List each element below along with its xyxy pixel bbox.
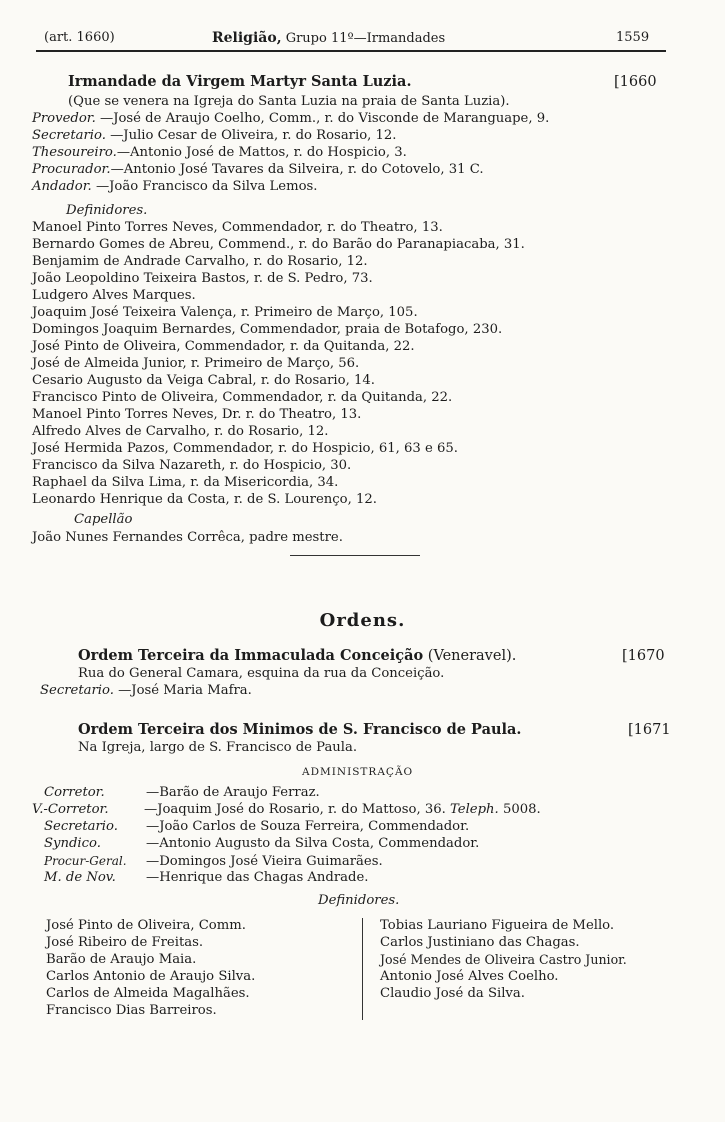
officer-line — [44, 853, 383, 870]
ordem-number: [1671 — [628, 722, 671, 738]
list-item: Domingos Joaquim Bernardes, Commendador, praia de Botafogo, 230. — [32, 322, 503, 337]
officer-role: Thesoureiro. — [32, 145, 117, 160]
officer-line — [32, 179, 317, 195]
officer-text: —Domingos José Vieira Guimarães. — [146, 854, 383, 869]
running-title — [212, 30, 445, 46]
list-item: João Leopoldino Teixeira Bastos, r. de S. Pedro, 73. — [32, 271, 373, 286]
officer-line — [32, 111, 549, 127]
page-number: 1559 — [616, 30, 650, 45]
list-item: José Pinto de Oliveira, Commendador, r. da Quitanda, 22. — [32, 339, 415, 354]
officer-text: —Antonio José Tavares da Silveira, r. do Cotovelo, 31 C. — [110, 162, 484, 177]
list-item: Carlos de Almeida Magalhães. — [46, 986, 250, 1001]
officer-line — [44, 819, 469, 835]
list-item: Francisco Dias Barreiros. — [46, 1003, 217, 1018]
capellao-label: Capellão — [74, 512, 133, 527]
officer-text: —Antonio Augusto da Silva Costa, Commendador. — [146, 836, 480, 851]
list-item: Barão de Araujo Maia. — [46, 952, 197, 967]
officer-text: —Antonio José de Mattos, r. do Hospicio, 3. — [116, 145, 407, 160]
officer-role: V.-Corretor. — [32, 802, 109, 817]
telephone-label: Teleph. — [450, 802, 499, 817]
list-item: Tobias Lauriano Figueira de Mello. — [380, 918, 615, 933]
officer-text: —José de Araujo Coelho, Comm., r. do Visconde de Maranguape, 9. — [95, 111, 550, 126]
list-item: Manoel Pinto Torres Neves, Dr. r. do Theatro, 13. — [32, 407, 362, 422]
ordem-address: Rua do General Camara, esquina da rua da Conceição. — [78, 666, 445, 681]
officer-role: Andador. — [32, 179, 92, 194]
list-item: Joaquim José Teixeira Valença, r. Primeiro de Março, 105. — [32, 305, 418, 320]
article-reference: (art. 1660) — [44, 30, 115, 45]
telephone-number: 5008. — [498, 802, 541, 817]
officer-text: —Barão de Araujo Ferraz. — [146, 785, 320, 800]
list-item: Manoel Pinto Torres Neves, Commendador, r. do Theatro, 13. — [32, 220, 443, 235]
officer-line — [32, 128, 397, 144]
ordem-number: [1670 — [622, 648, 665, 664]
officer-line — [32, 145, 407, 161]
list-item: Bernardo Gomes de Abreu, Commend., r. do Barão do Paranapiacaba, 31. — [32, 237, 525, 252]
list-item: José Pinto de Oliveira, Comm. — [46, 918, 246, 933]
header-rule — [36, 50, 666, 52]
officer-text: —José Maria Mafra. — [113, 683, 252, 698]
irmandade-title: Irmandade da Virgem Martyr Santa Luzia. — [68, 73, 412, 90]
list-item: Alfredo Alves de Carvalho, r. do Rosario, 12. — [32, 424, 329, 439]
officer-role: Secretario. — [32, 128, 106, 143]
list-item: José Hermida Pazos, Commendador, r. do Hospicio, 61, 63 e 65. — [32, 441, 458, 456]
section-separator — [290, 555, 420, 556]
officer-role: Secretario. — [40, 683, 114, 698]
definidores-label: Definidores. — [66, 203, 148, 218]
list-item: Benjamim de Andrade Carvalho, r. do Rosario, 12. — [32, 254, 368, 269]
officer-line — [40, 683, 252, 699]
officer-role: Provedor. — [32, 111, 96, 126]
list-item: Carlos Antonio de Araujo Silva. — [46, 969, 256, 984]
definidores-label: Definidores. — [318, 893, 400, 908]
officer-role: Secretario. — [44, 819, 118, 834]
ordem-title: Ordem Terceira dos Minimos de S. Francisco de Paula. — [78, 721, 522, 738]
officer-line — [32, 802, 541, 818]
officer-line — [44, 836, 479, 852]
running-title-bold: Religião, — [212, 30, 282, 46]
officer-text: —João Francisco da Silva Lemos. — [91, 179, 318, 194]
ordem-title-main: Ordem Terceira da Immaculada Conceição — [78, 647, 424, 664]
list-item: Raphael da Silva Lima, r. da Misericordia, 34. — [32, 475, 339, 490]
officer-role: Procurador. — [32, 162, 111, 177]
officer-text: —Joaquim José do Rosario, r. do Mattoso, 36. — [144, 802, 451, 817]
officer-line — [44, 870, 368, 886]
ordem-title-suffix: (Veneravel). — [423, 648, 517, 664]
section-title: Ordens. — [319, 610, 406, 631]
officer-text: —Julio Cesar de Oliveira, r. do Rosario, 12. — [105, 128, 397, 143]
running-title-rest: Grupo 11º—Irmandades — [281, 31, 446, 46]
administration-label: ADMINISTRAÇÃO — [302, 766, 414, 778]
officer-role: Corretor. — [44, 785, 105, 800]
list-item: Cesario Augusto da Veiga Cabral, r. do Rosario, 14. — [32, 373, 375, 388]
list-item: Francisco da Silva Nazareth, r. do Hospicio, 30. — [32, 458, 352, 473]
irmandade-number: [1660 — [614, 74, 657, 90]
officer-text: —João Carlos de Souza Ferreira, Commendador. — [146, 819, 470, 834]
officer-line — [32, 162, 484, 178]
officer-text: —Henrique das Chagas Andrade. — [146, 870, 369, 885]
list-item: Carlos Justiniano das Chagas. — [380, 935, 580, 950]
irmandade-note: (Que se venera na Igreja do Santa Luzia na praia de Santa Luzia). — [68, 94, 510, 109]
list-item: José de Almeida Junior, r. Primeiro de Março, 56. — [32, 356, 360, 371]
officer-role: Procur-Geral. — [44, 854, 127, 868]
list-item: Leonardo Henrique da Costa, r. de S. Lourenço, 12. — [32, 492, 377, 507]
ordem-address: Na Igreja, largo de S. Francisco de Paula. — [78, 740, 358, 755]
officer-role: M. de Nov. — [44, 870, 116, 885]
list-item: Claudio José da Silva. — [380, 986, 525, 1001]
officer-line — [44, 785, 320, 801]
list-item: José Mendes de Oliveira Castro Junior. — [380, 952, 627, 967]
officer-role: Syndico. — [44, 836, 101, 851]
list-item: José Ribeiro de Freitas. — [46, 935, 204, 950]
ordem-title — [78, 648, 516, 664]
list-item: Antonio José Alves Coelho. — [380, 969, 559, 984]
column-divider — [362, 918, 363, 1020]
list-item: Ludgero Alves Marques. — [32, 288, 196, 303]
list-item: Francisco Pinto de Oliveira, Commendador, r. da Quitanda, 22. — [32, 390, 453, 405]
capellao-name: João Nunes Fernandes Corrêca, padre mestre. — [32, 530, 343, 545]
